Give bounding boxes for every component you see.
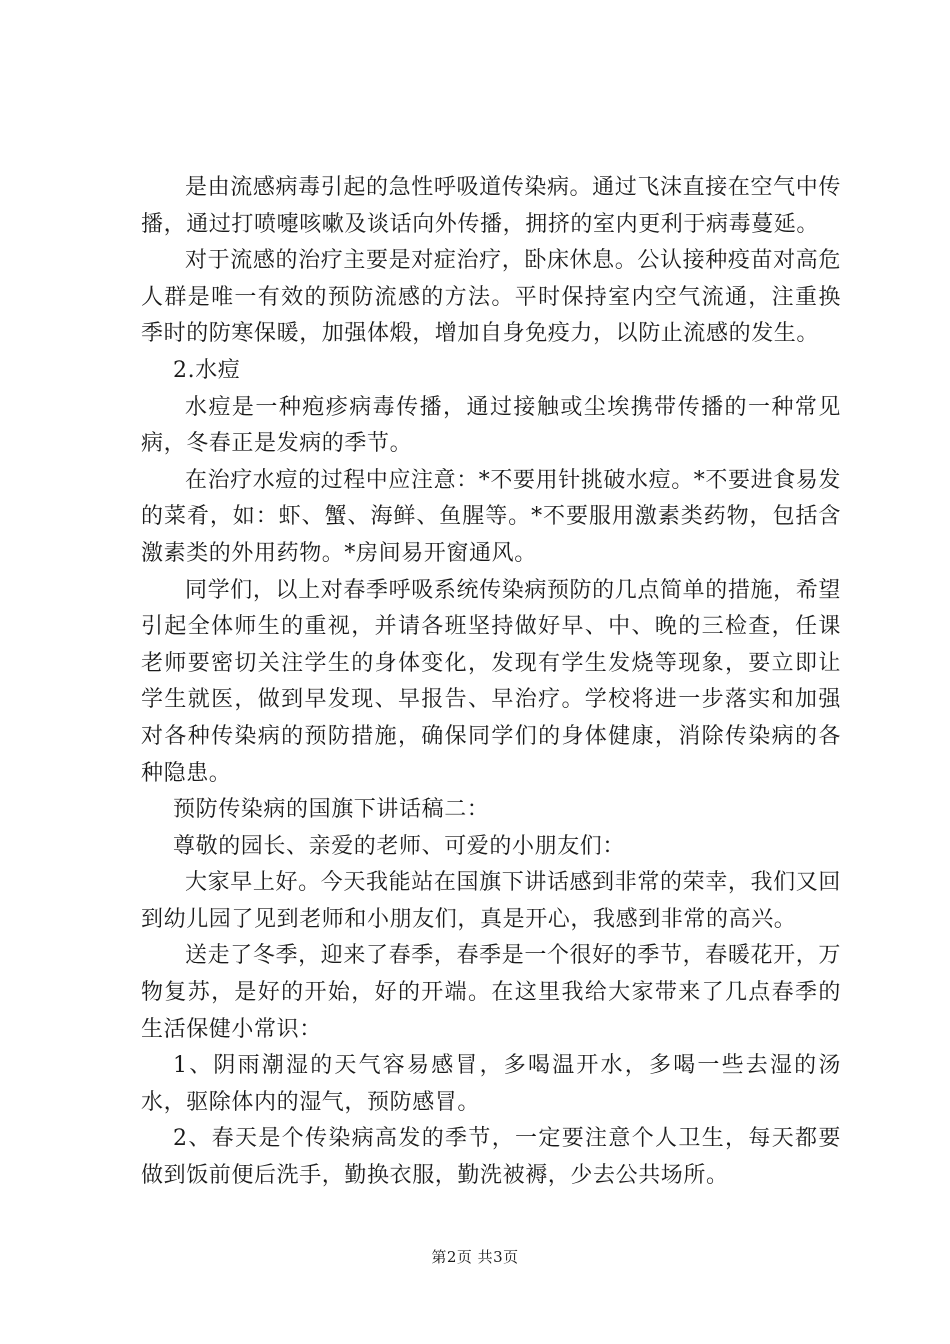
list-item-tip-1: 1、阴雨潮湿的天气容易感冒，多喝温开水，多喝一些去湿的汤水，驱除体内的湿气，预防感冒。 bbox=[141, 1053, 841, 1115]
paragraph-flu-intro: 是由流感病毒引起的急性呼吸道传染病。通过飞沫直接在空气中传播，通过打喷嚏咳嗽及谈话向外传播，拥挤的室内更利于病毒蔓延。 bbox=[141, 175, 841, 237]
section-heading-chickenpox: 2.水痘 bbox=[173, 357, 241, 383]
speech-title: 预防传染病的国旗下讲话稿二： bbox=[173, 797, 490, 823]
page-footer: 第2页 共3页 bbox=[431, 1248, 519, 1266]
paragraph-greeting: 大家早上好。今天我能站在国旗下讲话感到非常的荣幸，我们又回到幼儿园了见到老师和小朋友们，真是开心，我感到非常的高兴。 bbox=[141, 870, 841, 932]
paragraph-chickenpox-treatment: 在治疗水痘的过程中应注意：*不要用针挑破水痘。*不要进食易发的菜肴，如：虾、蟹、海鲜、鱼腥等。*不要服用激素类药物，包括含激素类的外用药物。*房间易开窗通风。 bbox=[141, 467, 842, 566]
document-body bbox=[141, 170, 841, 1195]
speech-salutation: 尊敬的园长、亲爱的老师、可爱的小朋友们： bbox=[173, 833, 626, 859]
paragraph-school-measures: 同学们，以上对春季呼吸系统传染病预防的几点简单的措施，希望引起全体师生的重视，并请各班坚持做好早、中、晚的三检查，任课老师要密切关注学生的身体变化，发现有学生发烧等现象，要立即让学生就医，做到早发现、早报告、早治疗。学校将进一步落实和加强对各种传染病的预防措施，确保同学们的身体健康，消除传染病的各种隐患。 bbox=[141, 577, 841, 786]
paragraph-flu-treatment: 对于流感的治疗主要是对症治疗，卧床休息。公认接种疫苗对高危人群是唯一有效的预防流感的方法。平时保持室内空气流通，注重换季时的防寒保暖，加强体煅，增加自身免疫力，以防止流感的发生。 bbox=[141, 248, 841, 347]
paragraph-spring: 送走了冬季，迎来了春季，春季是一个很好的季节，春暖花开，万物复苏，是好的开始，好的开端。在这里我给大家带来了几点春季的生活保健小常识： bbox=[141, 943, 841, 1042]
paragraph-chickenpox-intro: 水痘是一种疱疹病毒传播，通过接触或尘埃携带传播的一种常见病，冬春正是发病的季节。 bbox=[141, 394, 841, 457]
list-item-tip-2: 2、春天是个传染病高发的季节，一定要注意个人卫生，每天都要做到饭前便后洗手，勤换衣服，勤洗被褥，少去公共场所。 bbox=[141, 1126, 841, 1189]
